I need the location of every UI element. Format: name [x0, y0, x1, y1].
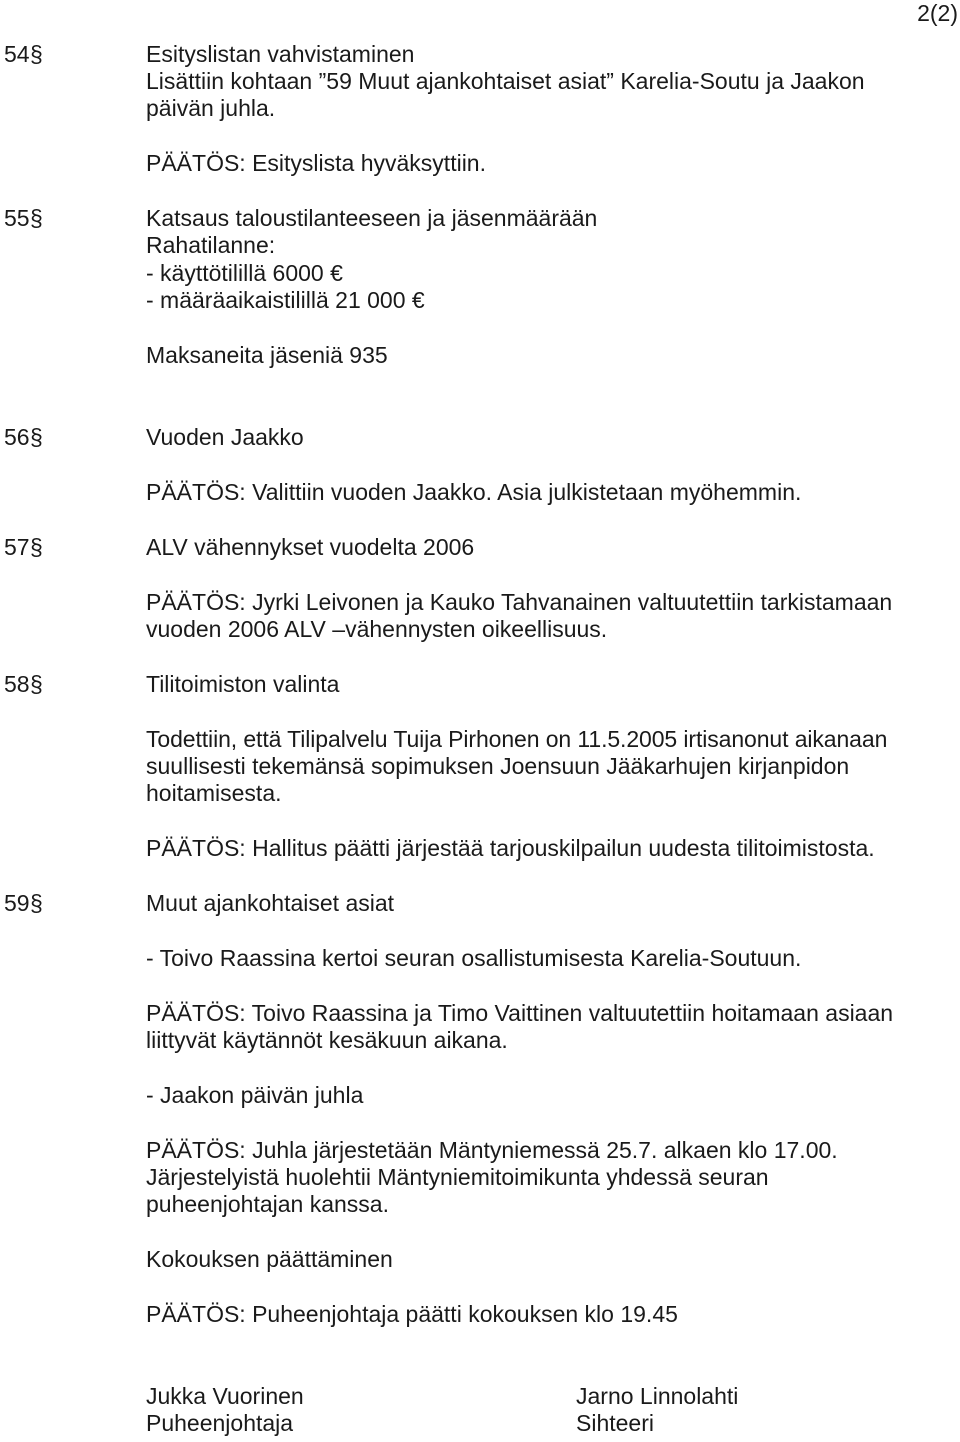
item-56-title: Vuoden Jaakko: [146, 424, 304, 450]
item-number-54: 54: [4, 41, 30, 67]
item-59-title: Muut ajankohtaiset asiat: [146, 890, 395, 916]
item-55-cash-heading: Rahatilanne:: [146, 232, 276, 258]
item-number-56: 56: [4, 424, 30, 450]
page-number: 2(2): [917, 0, 958, 26]
section-mark-57: §: [30, 534, 43, 560]
item-number-55: 55: [4, 205, 30, 231]
item-57-decision: PÄÄTÖS: Jyrki Leivonen ja Kauko Tahvanainen valtuutettiin tarkistamaan: [146, 589, 893, 615]
section-mark-54: §: [30, 41, 43, 67]
meeting-closing-title: Kokouksen päättäminen: [146, 1246, 393, 1272]
item-58-text-cont-2: hoitamisesta.: [146, 780, 282, 806]
section-mark-55: §: [30, 205, 43, 231]
item-55-title: Katsaus taloustilanteeseen ja jäsenmäärään: [146, 205, 598, 231]
section-mark-56: §: [30, 424, 43, 450]
meeting-closing-decision: PÄÄTÖS: Puheenjohtaja päätti kokouksen klo 19.45: [146, 1301, 678, 1327]
item-59-decision-1-cont: liittyvät käytännöt kesäkuun aikana.: [146, 1027, 508, 1053]
signature-secretary-name: Jarno Linnolahti: [576, 1383, 739, 1409]
signature-chair-title: Puheenjohtaja: [146, 1410, 294, 1436]
item-number-59: 59: [4, 890, 30, 916]
item-54-text: Lisättiin kohtaan ”59 Muut ajankohtaiset asiat” Karelia-Soutu ja Jaakon: [146, 68, 865, 94]
item-56-decision: PÄÄTÖS: Valittiin vuoden Jaakko. Asia julkistetaan myöhemmin.: [146, 479, 802, 505]
item-54-decision: PÄÄTÖS: Esityslista hyväksyttiin.: [146, 150, 486, 176]
item-number-57: 57: [4, 534, 30, 560]
item-number-58: 58: [4, 671, 30, 697]
section-mark-59: §: [30, 890, 43, 916]
signature-secretary-title: Sihteeri: [576, 1410, 654, 1436]
item-57-title: ALV vähennykset vuodelta 2006: [146, 534, 475, 560]
signature-chair-name: Jukka Vuorinen: [146, 1383, 304, 1409]
item-58-decision: PÄÄTÖS: Hallitus päätti järjestää tarjouskilpailun uudesta tilitoimistosta.: [146, 835, 875, 861]
item-59-decision-2: PÄÄTÖS: Juhla järjestetään Mäntyniemessä 25.7. alkaen klo 17.00.: [146, 1137, 838, 1163]
section-mark-58: §: [30, 671, 43, 697]
item-59-karelia-soutu: - Toivo Raassina kertoi seuran osallistumisesta Karelia-Soutuun.: [146, 945, 802, 971]
item-55-fixed-term-account: - määräaikaistilillä 21 000 €: [146, 287, 425, 313]
item-59-decision-2-cont-2: puheenjohtajan kanssa.: [146, 1191, 389, 1217]
item-59-decision-2-cont: Järjestelyistä huolehtii Mäntyniemitoimikunta yhdessä seuran: [146, 1164, 769, 1190]
item-55-checking-account: - käyttötilillä 6000 €: [146, 260, 343, 286]
item-55-paid-members: Maksaneita jäseniä 935: [146, 342, 388, 368]
item-54-text-cont: päivän juhla.: [146, 95, 276, 121]
item-54-title: Esityslistan vahvistaminen: [146, 41, 415, 67]
item-58-text-cont: suullisesti tekemänsä sopimuksen Joensuun Jääkarhujen kirjanpidon: [146, 753, 850, 779]
item-59-jaakon-paiva: - Jaakon päivän juhla: [146, 1082, 364, 1108]
item-57-decision-cont: vuoden 2006 ALV –vähennysten oikeellisuus.: [146, 616, 608, 642]
item-58-title: Tilitoimiston valinta: [146, 671, 340, 697]
item-59-decision-1: PÄÄTÖS: Toivo Raassina ja Timo Vaittinen valtuutettiin hoitamaan asiaan: [146, 1000, 894, 1026]
item-58-text: Todettiin, että Tilipalvelu Tuija Pirhonen on 11.5.2005 irtisanonut aikanaan: [146, 726, 888, 752]
